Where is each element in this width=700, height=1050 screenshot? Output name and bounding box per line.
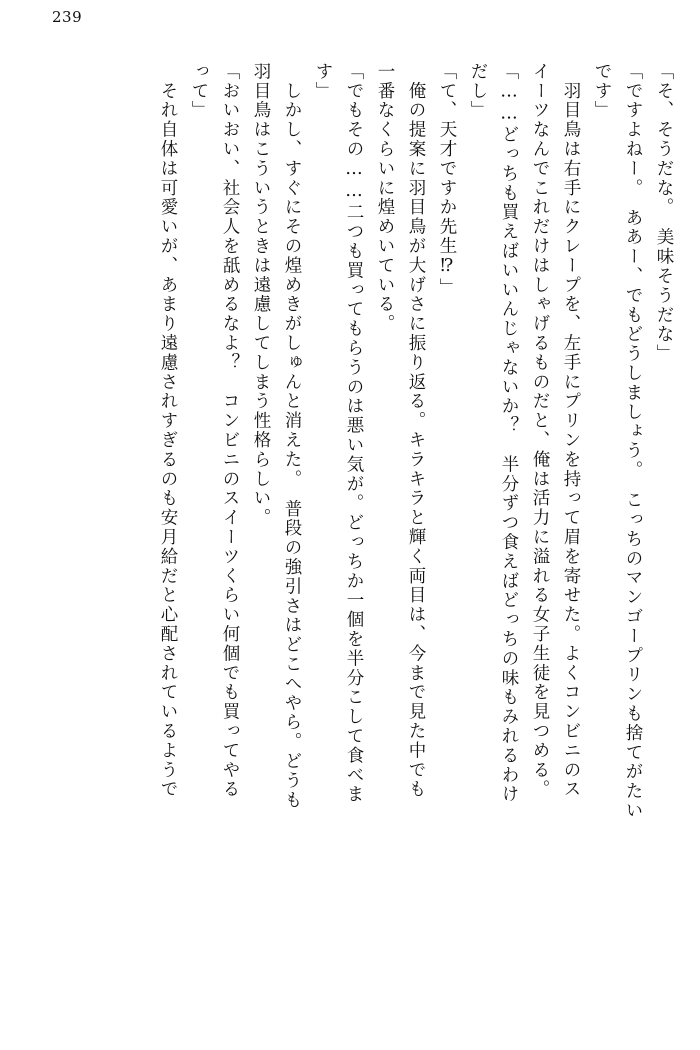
text-line: す」: [313, 62, 333, 101]
text-line: 羽目鳥は右手にクレープを、左手にプリンを持って眉を寄せた。よくコンビニのス: [561, 62, 581, 800]
text-line: だし」: [468, 62, 488, 121]
text-line: 「ですよねー。 ああー、でもどうしましょう。 こっちのマンゴープリンも捨てがたい: [623, 62, 643, 821]
text-line: 「そ、そうだな。 美味そうだな」: [654, 62, 674, 364]
text-line: です」: [592, 62, 612, 121]
text-line: 「て、天才ですか先生⁉」: [437, 62, 457, 298]
text-line: しかし、すぐにその煌めきがしゅんと消えた。 普段の強引さはどこへやら。どうも: [282, 62, 302, 810]
text-line: 「でもその……二つも買ってもらうのは悪い気が。どっちか一個を半分こして食べま: [344, 62, 364, 805]
vertical-text-body: [28, 62, 672, 1022]
text-line: 「おいおい、社会人を舐めるなよ？ コンビニのスイーツくらい何個でも買ってやる: [220, 62, 240, 800]
text-line: それ自体は可愛いが、あまり遠慮されすぎるのも安月給だと心配されているようで: [158, 62, 178, 800]
text-line: 羽目鳥はこういうときは遠慮してしまう性格らしい。: [251, 62, 271, 528]
text-line: 俺の提案に羽目鳥が大げさに振り返る。キラキラと輝く両目は、今まで見た中でも: [406, 62, 426, 800]
text-line: って」: [189, 62, 209, 121]
text-line: 一番なくらいに煌めいている。: [375, 62, 395, 334]
text-line: 「……どっちも買えばいいんじゃないか？ 半分ずつ食えばどっちの味もみれるわけ: [499, 62, 519, 805]
text-line: イーツなんでこれだけはしゃげるものだと、俺は活力に溢れる女子生徒を見つめる。: [530, 62, 550, 800]
page-number: 239: [52, 8, 83, 26]
